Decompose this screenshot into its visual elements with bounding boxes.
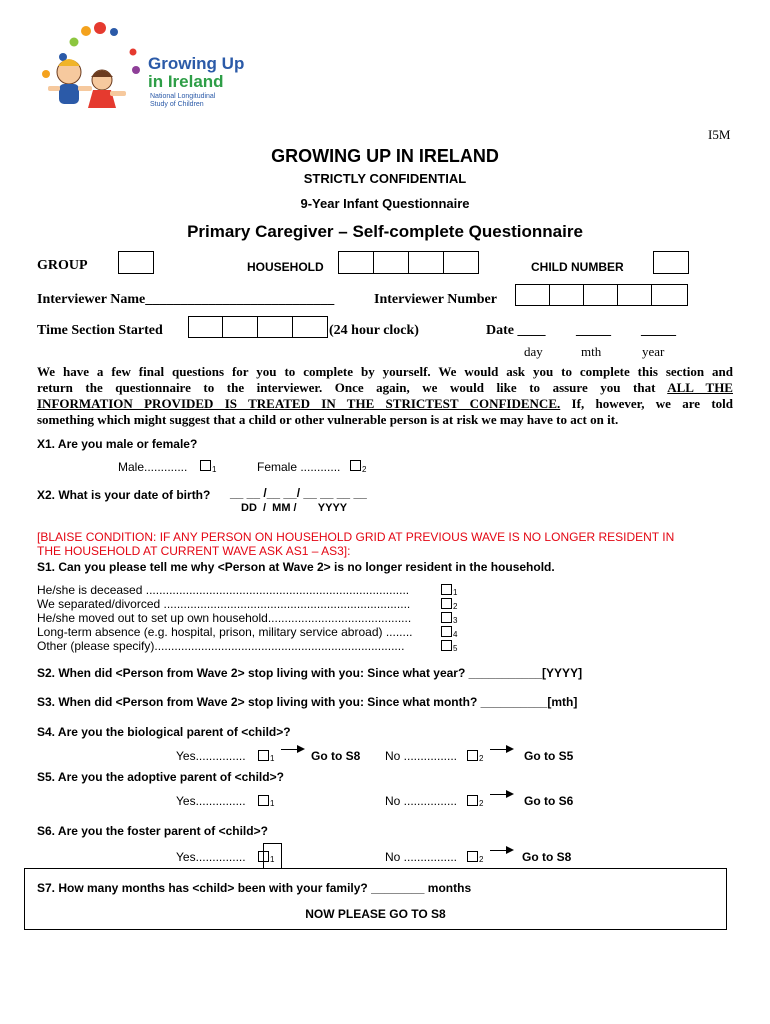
s5-no-label: No ................ xyxy=(385,794,458,808)
intro-line-3a: INFORMATION PROVIDED IS TREATED IN THE STRICTEST CONFIDENCE. xyxy=(37,396,561,411)
s1-option-3: He/she moved out to set up own household........................................... xyxy=(37,611,412,625)
s4-yes-code: 1 xyxy=(270,754,275,763)
s4-no-label: No ................ xyxy=(385,749,458,763)
date-year-blank[interactable]: _____ xyxy=(641,323,676,338)
household-box-2[interactable] xyxy=(373,251,409,274)
x1-male-label: Male............. xyxy=(118,460,188,474)
s5-question: S5. Are you the adoptive parent of <child>? xyxy=(37,770,284,784)
form-code: I5M xyxy=(708,127,731,142)
s6-no-code: 2 xyxy=(479,855,484,864)
time-box-4[interactable] xyxy=(292,316,328,338)
s7-next-instruction: NOW PLEASE GO TO S8 xyxy=(305,907,446,921)
interviewer-name-label[interactable]: Interviewer Name___________________________ xyxy=(37,292,335,307)
x1-male-code: 1 xyxy=(212,465,217,474)
child-number-label: CHILD NUMBER xyxy=(531,260,624,274)
intro-line-1: We have a few final questions for you to complete by yourself. We would ask you to complete this section and xyxy=(37,364,733,379)
s1-option-2: We separated/divorced .......................................................................... xyxy=(37,597,411,611)
x2-date-format: DD / MM / YYYY xyxy=(241,502,348,514)
time-box-2[interactable] xyxy=(222,316,258,338)
household-box-4[interactable] xyxy=(443,251,479,274)
date-month-blank[interactable]: _____ xyxy=(576,323,611,338)
s5-yes-checkbox[interactable] xyxy=(258,795,269,806)
s1-option-1: He/she is deceased ............................................................................... xyxy=(37,583,410,597)
s6-yes-code: 1 xyxy=(270,855,275,864)
intro-line-2a: return the questionnaire to the interviewer. Once again, we would like to assure you that xyxy=(37,380,668,395)
interviewer-number-box-1[interactable] xyxy=(515,284,550,306)
s5-no-goto: Go to S6 xyxy=(524,794,574,808)
x2-question: X2. What is your date of birth? xyxy=(37,488,211,502)
s6-no-checkbox[interactable] xyxy=(467,851,478,862)
s1-checkbox-3[interactable] xyxy=(441,612,452,623)
date-day-caption: day xyxy=(524,344,543,359)
logo-children-illustration xyxy=(36,22,146,117)
s1-checkbox-1[interactable] xyxy=(441,584,452,595)
questionnaire-name: 9-Year Infant Questionnaire xyxy=(300,196,470,211)
interviewer-number-box-2[interactable] xyxy=(549,284,584,306)
s6-no-label: No ................ xyxy=(385,850,458,864)
s7-box xyxy=(24,868,727,930)
s4-no-checkbox[interactable] xyxy=(467,750,478,761)
intro-line-3 xyxy=(37,396,733,412)
household-label: HOUSEHOLD xyxy=(247,260,324,274)
s1-checkbox-2[interactable] xyxy=(441,598,452,609)
s4-yes-label: Yes............... xyxy=(176,749,246,763)
s5-yes-label: Yes............... xyxy=(176,794,246,808)
s4-no-code: 2 xyxy=(479,754,484,763)
interviewer-number-box-4[interactable] xyxy=(617,284,652,306)
date-year-caption: year xyxy=(642,344,665,359)
page-title: GROWING UP IN IRELAND xyxy=(271,146,499,166)
s1-options xyxy=(37,583,413,653)
time-box-3[interactable] xyxy=(257,316,293,338)
clock-label: (24 hour clock) xyxy=(329,323,419,338)
x1-female-label: Female ............ xyxy=(257,460,341,474)
s1-option-4: Long-term absence (e.g. hospital, prison, military service abroad) ........ xyxy=(37,625,413,639)
s7-question[interactable]: S7. How many months has <child> been with your family? ________ months xyxy=(37,881,472,895)
s1-code-2: 2 xyxy=(453,602,458,611)
confidential-label: STRICTLY CONFIDENTIAL xyxy=(303,171,467,186)
date-label[interactable]: Date ____ xyxy=(486,323,546,338)
interviewer-number-box-3[interactable] xyxy=(583,284,618,306)
page-subtitle: Primary Caregiver – Self-complete Questionnaire xyxy=(187,222,583,241)
household-box-1[interactable] xyxy=(338,251,374,274)
logo-name-line2: in Ireland xyxy=(148,72,224,91)
s5-no-checkbox[interactable] xyxy=(467,795,478,806)
s6-no-goto: Go to S8 xyxy=(522,850,572,864)
household-box-3[interactable] xyxy=(408,251,444,274)
s2-question[interactable]: S2. When did <Person from Wave 2> stop living with you: Since what year? ___________[YYYY] xyxy=(37,666,583,680)
logo-tagline-1: National Longitudinal xyxy=(150,93,216,100)
interviewer-number-label: Interviewer Number xyxy=(374,292,497,307)
s1-code-4: 4 xyxy=(453,630,458,639)
s5-no-code: 2 xyxy=(479,799,484,808)
s1-checkbox-4[interactable] xyxy=(441,626,452,637)
x1-female-code: 2 xyxy=(362,465,367,474)
x1-male-checkbox[interactable] xyxy=(200,460,211,471)
x2-date-blanks[interactable]: __ __ /__ __/ __ __ __ __ xyxy=(230,486,367,500)
group-box[interactable] xyxy=(118,251,154,274)
s1-code-3: 3 xyxy=(453,616,458,625)
logo-name-line1: Growing Up xyxy=(148,54,245,73)
s5-yes-code: 1 xyxy=(270,799,275,808)
intro-line-2b: ALL THE xyxy=(667,380,733,395)
x1-female-checkbox[interactable] xyxy=(350,460,361,471)
blaise-condition-line-2: THE HOUSEHOLD AT CURRENT WAVE ASK AS1 – AS3]: xyxy=(37,544,351,558)
intro-line-4: something which might suggest that a child or other vulnerable person is at risk we may have to act on it. xyxy=(37,412,619,427)
intro-line-3b: If, however, we are told xyxy=(560,396,734,411)
s4-no-goto: Go to S5 xyxy=(524,749,574,763)
logo xyxy=(36,22,266,122)
s5-no-arrow-icon xyxy=(490,794,512,795)
child-number-box[interactable] xyxy=(653,251,689,274)
s1-option-5: Other (please specify)........................................................................... xyxy=(37,639,405,653)
logo-tagline-2: Study of Children xyxy=(150,101,204,108)
s3-question[interactable]: S3. When did <Person from Wave 2> stop living with you: Since what month? __________[mth] xyxy=(37,695,578,709)
group-label: GROUP xyxy=(37,258,88,273)
s4-yes-checkbox[interactable] xyxy=(258,750,269,761)
x1-question: X1. Are you male or female? xyxy=(37,437,198,451)
blaise-condition-line-1: [BLAISE CONDITION: IF ANY PERSON ON HOUSEHOLD GRID AT PREVIOUS WAVE IS NO LONGER RESIDENT IN xyxy=(37,530,675,544)
s1-question: S1. Can you please tell me why <Person at Wave 2> is no longer resident in the household. xyxy=(37,560,555,574)
s1-code-1: 1 xyxy=(453,588,458,597)
intro-paragraph xyxy=(37,364,733,428)
s1-code-5: 5 xyxy=(453,644,458,653)
s6-yes-routing-connector xyxy=(263,843,282,868)
intro-line-2 xyxy=(37,380,733,396)
s6-no-arrow-icon xyxy=(490,850,512,851)
date-month-caption: mth xyxy=(581,344,602,359)
s4-no-arrow-icon xyxy=(490,749,512,750)
s1-checkbox-5[interactable] xyxy=(441,640,452,651)
time-box-1[interactable] xyxy=(188,316,223,338)
interviewer-number-box-5[interactable] xyxy=(651,284,688,306)
s6-question: S6. Are you the foster parent of <child>? xyxy=(37,824,268,838)
s4-yes-arrow-icon xyxy=(281,749,303,750)
s6-yes-label: Yes............... xyxy=(176,850,246,864)
s4-question: S4. Are you the biological parent of <child>? xyxy=(37,725,291,739)
time-started-label: Time Section Started xyxy=(37,323,163,338)
s4-yes-goto: Go to S8 xyxy=(311,749,361,763)
